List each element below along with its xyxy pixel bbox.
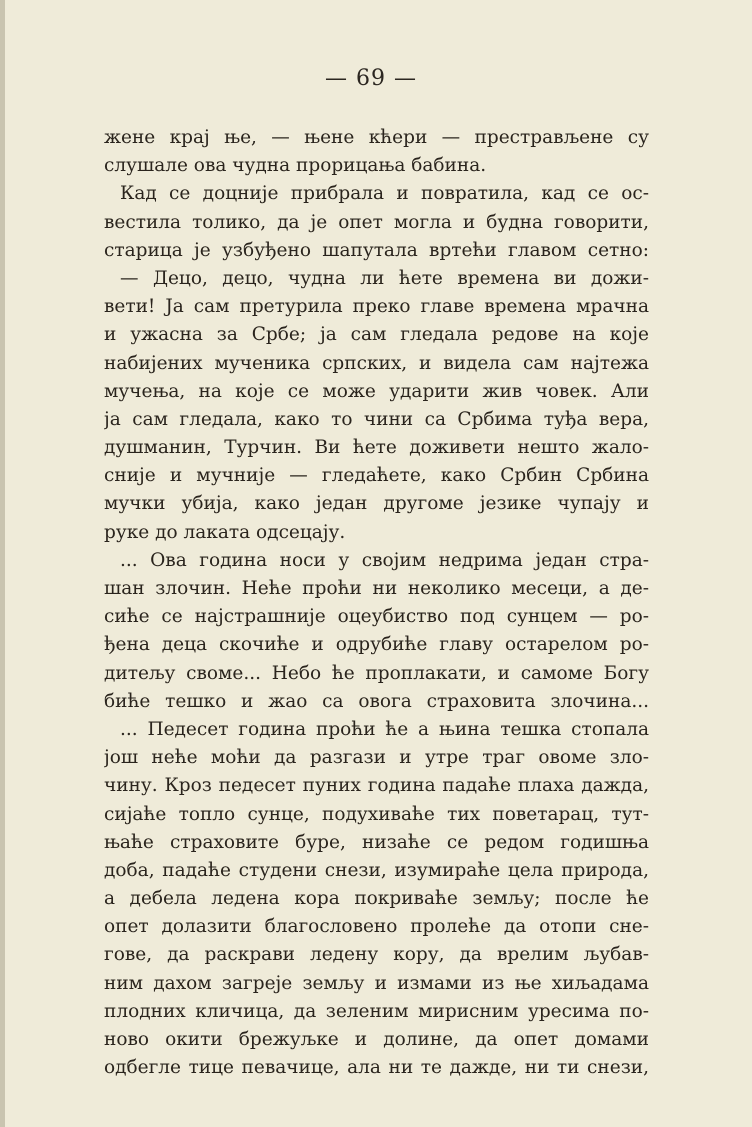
text-line: одбегле тице певачице, ала ни те дажде, ни ти снези,	[104, 1057, 649, 1079]
text-line: шан злочин. Неће проћи ни неколико месеци, а де-	[104, 578, 649, 599]
text-line: ... Ова година носи у својим недрима један стра-	[120, 549, 649, 571]
text-line: жене крај ње, — њене кћери — престрављене су	[104, 127, 649, 148]
text-line: слушале ова чудна прорицања бабина.	[104, 155, 487, 177]
text-line: Кад се доцније прибрала и повратила, кад се ос-	[120, 183, 649, 205]
text-line: ђена деца скочиће и одрубиће главу остарелом ро-	[104, 634, 649, 656]
text-line: мучења, на које се може ударити жив човек. Али	[104, 380, 649, 402]
text-line: ново окити брежуљке и долине, да опет домами	[104, 1029, 649, 1050]
page-number: — 69 —	[325, 66, 417, 91]
text-line: још неће моћи да разгази и утре траг овоме зло-	[104, 747, 649, 769]
text-line: ја сам гледала, како то чини са Србима туђа вера,	[104, 408, 649, 430]
scan-edge	[0, 0, 5, 1127]
text-line: а дебела ледена кора покриваће земљу; после ће	[104, 888, 649, 910]
text-line: — Децо, децо, чудна ли ћете времена ви дожи-	[120, 267, 649, 289]
text-line: сније и мучније — гледаћете, како Србин Србина	[104, 465, 649, 487]
text-line: плодних кличица, да зеленим мирисним уресима по-	[104, 1000, 649, 1022]
text-line: мучки убија, како један другоме језике чупају и	[104, 493, 649, 515]
text-line: сиће се најстрашније оцеубиство под сунцем — ро-	[104, 606, 649, 628]
text-line: доба, падаће студени снези, изумираће цела природа,	[104, 859, 649, 881]
text-line: и ужасна за Србе; ја сам гледала редове на које	[104, 324, 649, 346]
text-line: ... Педесет година проћи ће а њина тешка стопала	[120, 718, 649, 740]
text-line: њаће страховите буре, низаће се редом годишња	[104, 831, 649, 853]
text-line: биће тешко и жао са овога страховита злочина...	[104, 690, 649, 712]
text-line: вестила толико, да је опет могла и будна говорити,	[104, 211, 649, 233]
text-line: душманин, Турчин. Ви ћете доживети нешто жало-	[104, 437, 649, 459]
text-line: ним дахом загреје земљу и измами из ње хиљадама	[104, 972, 649, 994]
text-line: сијаће топло сунце, подухиваће тих поветарац, тут-	[104, 803, 649, 825]
text-line: опет долазити благословено пролеће да отопи сне-	[104, 916, 649, 938]
text-line: вети! Ја сам претурила преко главе времена мрачна	[104, 296, 649, 318]
text-line: чину. Кроз педесет пуних година падаће плаха дажда,	[104, 775, 649, 797]
text-line: старица је узбуђено шапутала вртећи главом сетно:	[104, 239, 649, 261]
text-line: дитељу своме... Небо ће проплакати, и самоме Богу	[104, 662, 649, 684]
text-line: руке до лаката одсецају.	[104, 521, 346, 543]
body-text	[104, 124, 649, 1082]
text-line: набијених мученика српских, и видела сам најтежа	[104, 352, 649, 374]
text-line: гове, да раскрави ледену кору, да врелим љубав-	[104, 944, 649, 966]
